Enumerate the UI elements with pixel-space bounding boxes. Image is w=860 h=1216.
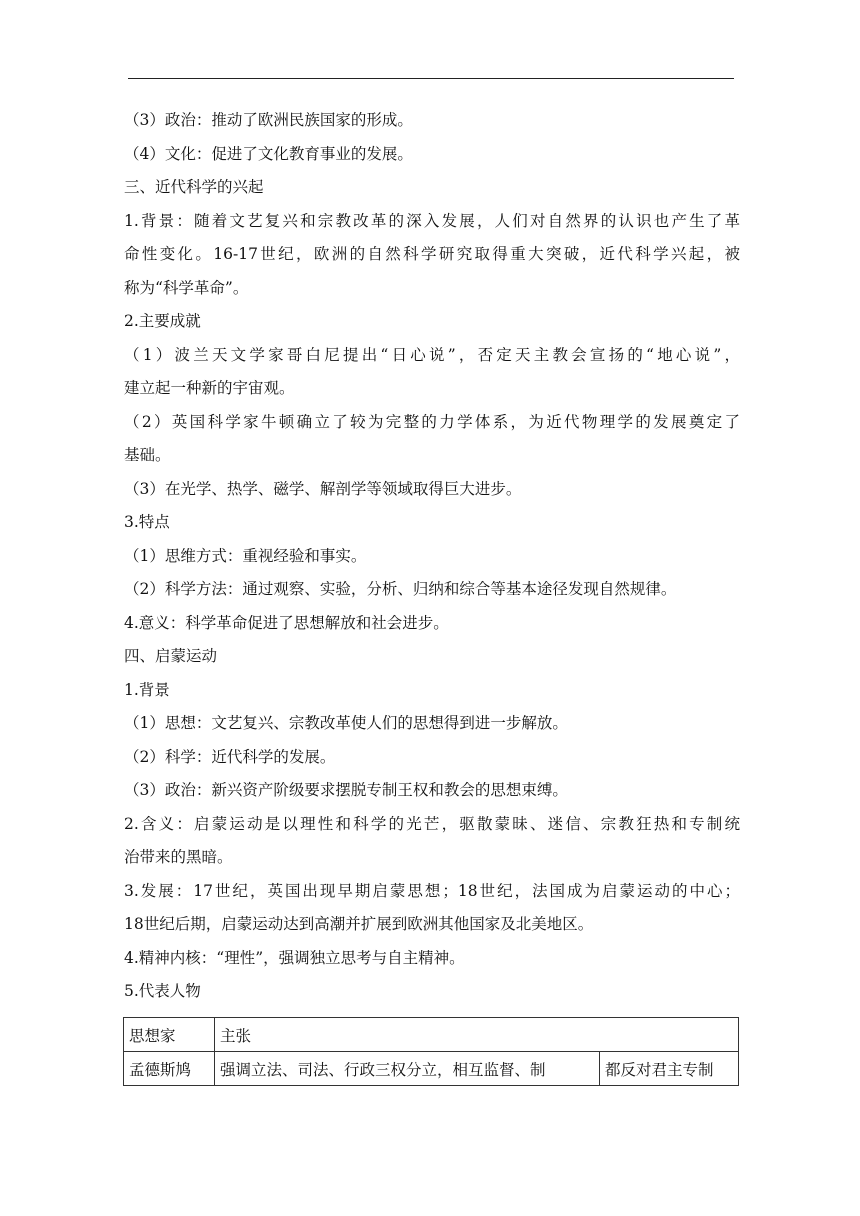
table-header-cell: 思想家 xyxy=(124,1018,215,1052)
text-line: 1.背景：随着文艺复兴和宗教改革的深入发展，人们对自然界的认识也产生了革 xyxy=(124,211,740,230)
text-line: （3）政治：推动了欧洲民族国家的形成。 xyxy=(124,111,413,129)
table-row xyxy=(124,1052,739,1086)
text-line: （3）政治：新兴资产阶级要求摆脱专制王权和教会的思想束缚。 xyxy=(124,781,568,799)
text-line: （4）文化：促进了文化教育事业的发展。 xyxy=(124,144,413,163)
text-line: 称为“科学革命”。 xyxy=(124,278,249,297)
text-line: （3）在光学、热学、磁学、解剖学等领域取得巨大进步。 xyxy=(124,479,522,498)
table-cell: 强调立法、司法、行政三权分立，相互监督、制 xyxy=(215,1052,600,1086)
subheading: 2.主要成就 xyxy=(124,312,201,330)
header-rule xyxy=(128,78,734,79)
text-line: （2）科学：近代科学的发展。 xyxy=(124,747,336,766)
text-line: 2.含义：启蒙运动是以理性和科学的光芒，驱散蒙昧、迷信、宗教狂热和专制统 xyxy=(124,814,740,833)
document-body xyxy=(124,104,740,1009)
section-heading: 四、启蒙运动 xyxy=(124,647,218,665)
table-cell: 孟德斯鸠 xyxy=(124,1052,215,1086)
text-line: 基础。 xyxy=(124,446,171,464)
representatives-table xyxy=(123,1017,739,1086)
text-line: （1）思想：文艺复兴、宗教改革使人们的思想得到进一步解放。 xyxy=(124,714,568,732)
text-line: （2）英国科学家牛顿确立了较为完整的力学体系，为近代物理学的发展奠定了 xyxy=(124,412,740,431)
text-line: 3.发展：17世纪，英国出现早期启蒙思想；18世纪，法国成为启蒙运动的中心； xyxy=(124,881,740,900)
text-line: 治带来的黑暗。 xyxy=(124,848,233,866)
subheading: 5.代表人物 xyxy=(124,982,201,1000)
text-line: （1）波兰天文学家哥白尼提出“日心说”，否定天主教会宣扬的“地心说”， xyxy=(124,345,740,364)
text-line: 4.精神内核：“理性”，强调独立思考与自主精神。 xyxy=(124,948,465,967)
table-header-row xyxy=(124,1018,739,1052)
table-cell: 都反对君主专制 xyxy=(600,1052,739,1086)
text-line: 18世纪后期，启蒙运动达到高潮并扩展到欧洲其他国家及北美地区。 xyxy=(124,915,594,933)
section-heading: 三、近代科学的兴起 xyxy=(124,178,264,196)
text-line: 命性变化。16-17世纪，欧洲的自然科学研究取得重大突破，近代科学兴起，被 xyxy=(124,245,740,263)
text-line: （2）科学方法：通过观察、实验，分析、归纳和综合等基本途径发现自然规律。 xyxy=(124,580,677,598)
table-header-cell: 主张 xyxy=(215,1018,739,1052)
subheading: 1.背景 xyxy=(124,680,170,699)
subheading: 3.特点 xyxy=(124,513,170,531)
text-line: （1）思维方式：重视经验和事实。 xyxy=(124,546,367,565)
text-line: 4.意义：科学革命促进了思想解放和社会进步。 xyxy=(124,613,449,632)
text-line: 建立起一种新的宇宙观。 xyxy=(124,379,295,397)
